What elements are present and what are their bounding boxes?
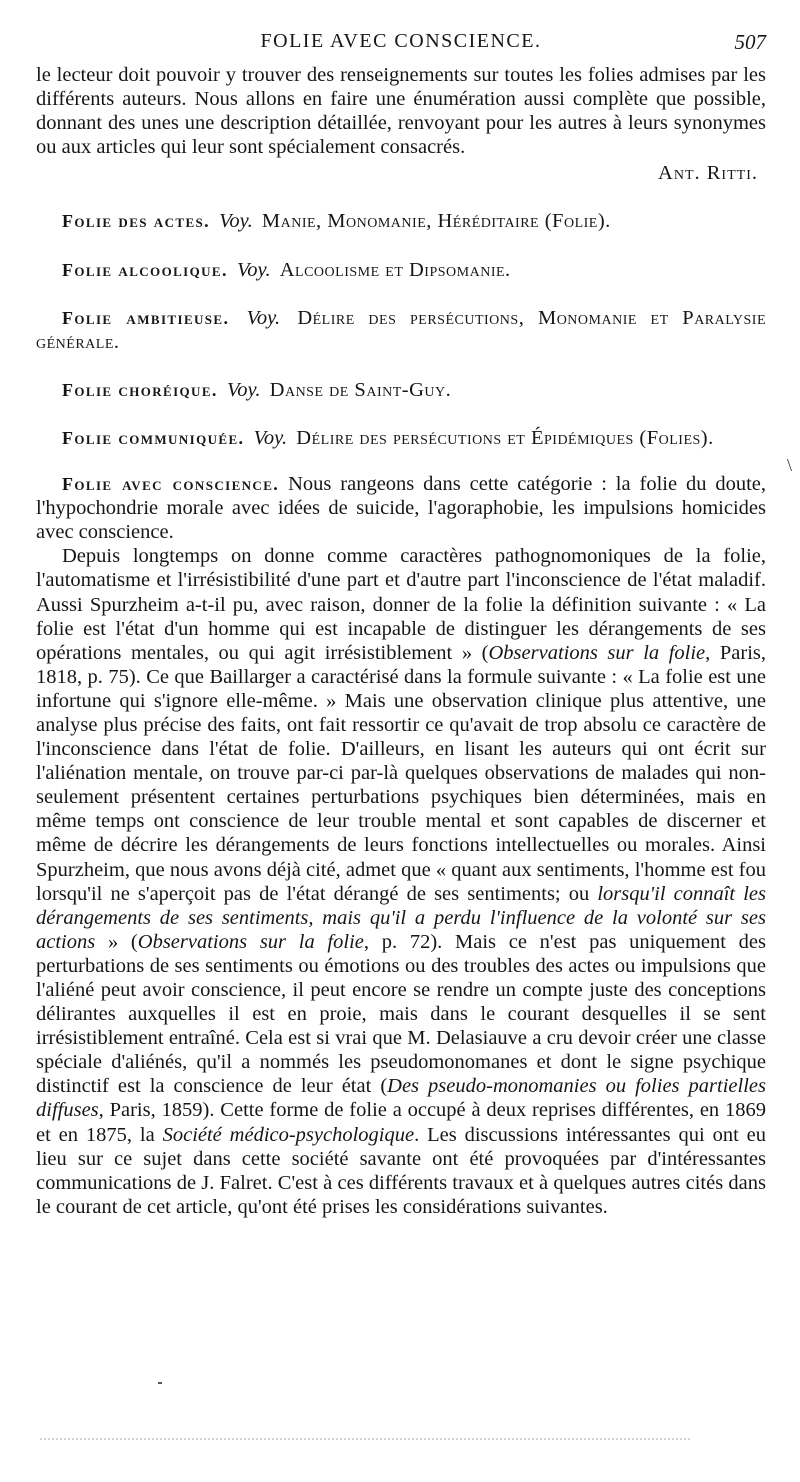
text-run: » ( — [95, 930, 138, 953]
cross-reference: Alcoolisme et Dipsomanie. — [279, 258, 511, 281]
page-body — [36, 63, 766, 1219]
entry-folie-avec-conscience — [36, 472, 766, 544]
bleed-through-line — [40, 1438, 690, 1444]
italic-quote: lorsqu'il connaît les dérangements de ses sentiments, mais qu'il a perdu l'influence de la volonté sur ses actions — [36, 882, 766, 953]
cross-reference: Délire des persécutions, Monomanie et Paralysie générale. — [36, 306, 767, 353]
entry-folie-choreique — [36, 378, 766, 402]
entry-head: Folie avec conscience. — [62, 474, 280, 495]
citation-title: Observations sur la folie — [137, 930, 364, 953]
entry-folie-communiquee — [36, 426, 766, 450]
margin-mark: \ — [786, 455, 792, 475]
text-run: , Paris, 1818, p. 75). Ce que Baillarger a caractérisé dans la formule suivante : « La folie est une infortune qui s'ignore elle-même. » Mais une observation clinique plus attentive, une analyse plus précise des faits, ont fait ressortir ce qu'avait de trop absolu ce caractère de l'inconscience dans l'état de folie. D'ailleurs, en lisant les auteurs qui ont écrit sur l'aliénation mentale, on trouve par-ci par-là quelques observations de malades qui non-seulement présentent certaines perturbations psychiques bien déterminées, mais en même temps ont conscience de leur trouble mental et sont capables de discerner et même de décrire les dérangements de leurs fonctions intellectuelles ou morales. Ainsi Spurzheim, que nous avons déjà cité, admet que « quant aux sentiments, l'homme est fou lorsqu'il ne s'aperçoit pas de l'état dérangé de ses sentiments; ou — [36, 641, 767, 905]
voy-label: Voy. — [253, 426, 288, 449]
voy-label: Voy. — [219, 210, 253, 233]
page-header — [36, 30, 766, 58]
entry-head: Folie communiquée. — [62, 427, 245, 448]
entry-folie-ambitieuse — [36, 306, 766, 354]
text-run: Depuis longtemps on donne comme caractères pathognomoniques de la folie, l'automatisme et l'irrésistibilité d'une part et d'autre part l'inconscience de l'état maladif. Aussi Spurzheim a-t-il pu, avec raison, donner de la folie la définition suivante : « La folie est l'état d'un homme qui est incapable de distinguer les dérangements de ses opérations mentales, ou qui agit irrésistiblement » ( — [36, 545, 766, 664]
voy-label: Voy. — [237, 258, 271, 281]
body-paragraph — [36, 544, 766, 1219]
text-run: , Paris, 1859). Cette forme de folie a occupé à deux reprises différentes, en 1869 et en 1875, la — [36, 1099, 766, 1146]
text-run: . Les discussions intéressantes qui ont eu lieu sur ce sujet dans cette société savante ont été provoquées par d'intéressantes communications de J. Falret. C'est à ces différents travaux et à quelques autres cités dans le courant de cet article, qu'ont été prises les considérations suivantes. — [36, 1123, 766, 1218]
entry-head: Folie des actes. — [62, 211, 211, 232]
entry-folie-des-actes — [36, 209, 766, 233]
author-signature: Ant. Ritti. — [658, 162, 758, 185]
page-number: 507 — [734, 30, 766, 54]
voy-label: Voy. — [246, 306, 281, 329]
cross-reference: Manie, Monomanie, Héréditaire (Folie). — [261, 210, 611, 233]
citation-title: Des pseudo-monomanies ou folies partielles diffuses — [36, 1075, 766, 1122]
entry-folie-alcoolique — [36, 258, 766, 282]
running-head: FOLIE AVEC CONSCIENCE. — [260, 30, 542, 52]
entry-text: Nous rangeons dans cette catégorie : la folie du doute, l'hypochondrie morale avec idées de suicide, l'agoraphobie, les impulsions homicides avec conscience. — [36, 473, 767, 544]
entry-head: Folie choréique. — [62, 379, 218, 400]
text-run: , p. 72). Mais ce n'est pas uniquement des perturbations de ses sentiments ou émotions ou des troubles des actes ou impulsions que l'aliéné peut avoir conscience, il peut encore se rendre un compte juste des conceptions délirantes auxquelles il est en proie, mais dans le courant desquelles il se sent irrésistiblement entraîné. Cela est si vrai que M. Delasiauve a cru devoir créer une classe spéciale d'aliénés, qu'il a nommés les pseudomonomanes et dont le signe psychique distinctif est la conscience de leur état ( — [36, 930, 767, 1098]
intro-paragraph: le lecteur doit pouvoir y trouver des renseignements sur toutes les folies admises par les différents auteurs. Nous allons en faire une énumération aussi complète que possible, donnant des unes une description détaillée, renvoyant pour les autres à leurs synonymes ou aux articles qui leur sont spécialement consacrés. — [36, 64, 766, 159]
print-speck — [158, 1382, 162, 1384]
cross-reference: Délire des persécutions et Épidémiques (Folies). — [296, 426, 714, 449]
cross-reference: Danse de Saint-Guy. — [269, 378, 452, 401]
citation-title: Observations sur la folie — [488, 641, 706, 664]
entry-head: Folie ambitieuse. — [62, 307, 230, 328]
voy-label: Voy. — [226, 378, 261, 401]
society-name: Société médico-psychologique — [162, 1123, 415, 1146]
entry-head: Folie alcoolique. — [62, 259, 228, 280]
